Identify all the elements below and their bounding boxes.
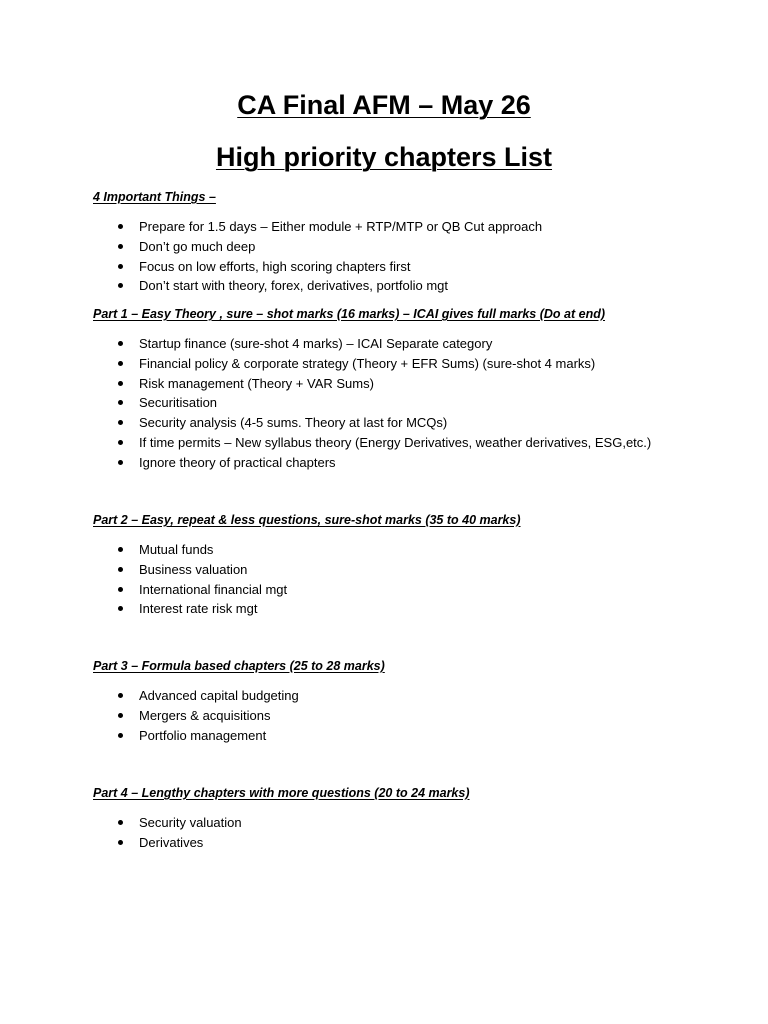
list-item: Advanced capital budgeting	[139, 686, 299, 706]
list-item: Security valuation	[139, 813, 242, 833]
list-item: Securitisation	[139, 393, 651, 413]
list-item: Interest rate risk mgt	[139, 599, 287, 619]
list-item: Ignore theory of practical chapters	[139, 453, 651, 473]
list-item: Mergers & acquisitions	[139, 706, 299, 726]
list-item: Focus on low efforts, high scoring chapters first	[139, 257, 542, 277]
list-item: Portfolio management	[139, 726, 299, 746]
section-heading-part-1: Part 1 – Easy Theory , sure – shot marks (16 marks) – ICAI gives full marks (Do at end)	[93, 307, 606, 321]
section-heading-part-4: Part 4 – Lengthy chapters with more questions (20 to 24 marks)	[93, 786, 470, 800]
list-item: Don’t go much deep	[139, 237, 542, 257]
list-part-3	[139, 686, 299, 745]
list-item: Risk management (Theory + VAR Sums)	[139, 374, 651, 394]
list-item: Security analysis (4-5 sums. Theory at last for MCQs)	[139, 413, 651, 433]
list-important-things	[139, 217, 542, 296]
list-item: Derivatives	[139, 833, 242, 853]
list-item: International financial mgt	[139, 580, 287, 600]
list-item: Don’t start with theory, forex, derivatives, portfolio mgt	[139, 276, 542, 296]
list-item: If time permits – New syllabus theory (Energy Derivatives, weather derivatives, ESG,etc.)	[139, 433, 651, 453]
list-item: Prepare for 1.5 days – Either module + RTP/MTP or QB Cut approach	[139, 217, 542, 237]
section-heading-part-2: Part 2 – Easy, repeat & less questions, sure-shot marks (35 to 40 marks)	[93, 513, 521, 527]
list-item: Startup finance (sure-shot 4 marks) – ICAI Separate category	[139, 334, 651, 354]
page-title: CA Final AFM – May 26	[237, 90, 531, 120]
list-item: Financial policy & corporate strategy (Theory + EFR Sums) (sure-shot 4 marks)	[139, 354, 651, 374]
list-part-2	[139, 540, 287, 619]
section-heading-part-3: Part 3 – Formula based chapters (25 to 28 marks)	[93, 659, 385, 673]
page-subtitle: High priority chapters List	[215, 142, 553, 172]
list-part-4	[139, 813, 242, 853]
list-item: Mutual funds	[139, 540, 287, 560]
list-item: Business valuation	[139, 560, 287, 580]
section-heading-important-things: 4 Important Things –	[93, 190, 216, 204]
list-part-1	[139, 334, 651, 473]
